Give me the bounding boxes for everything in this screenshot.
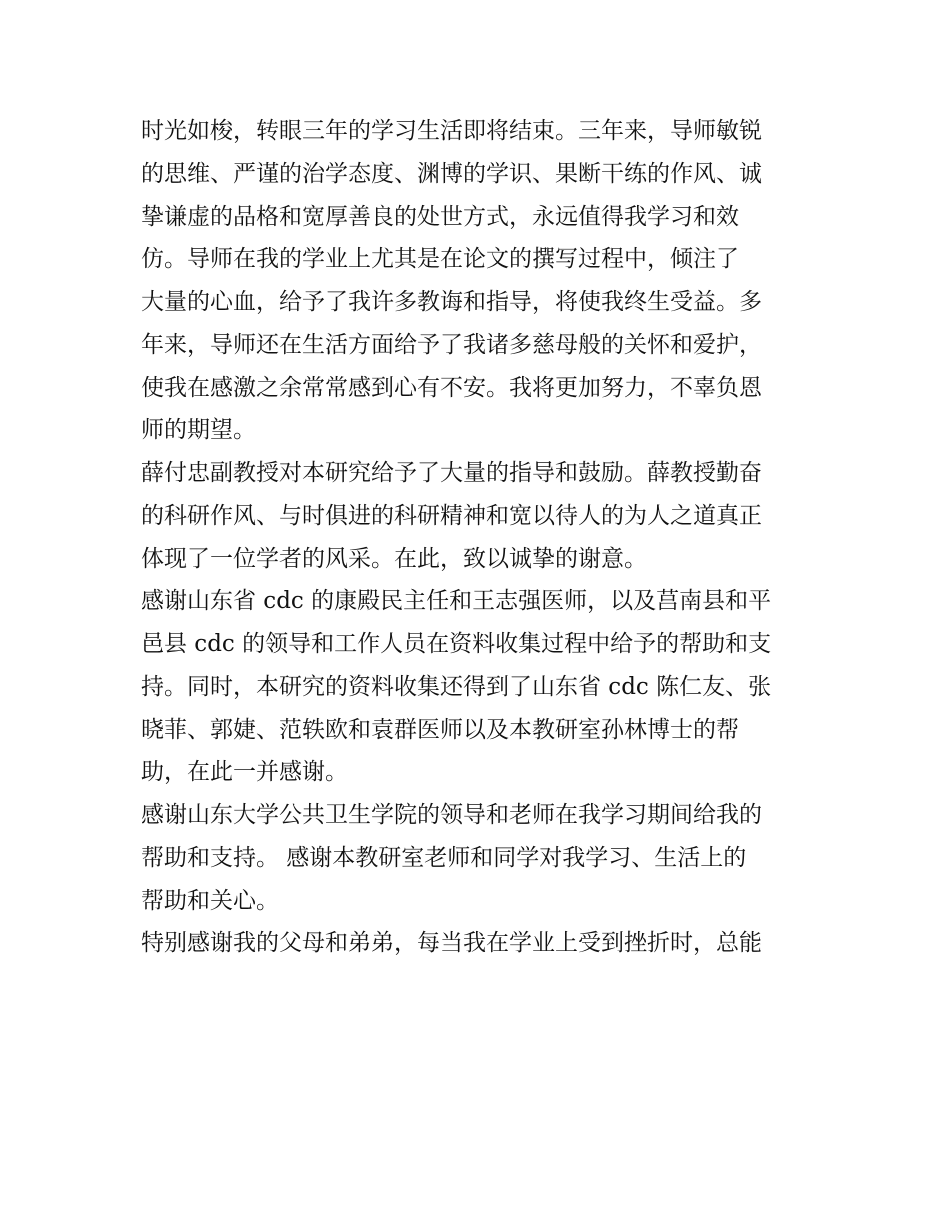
paragraph-family-thanks: [141, 922, 817, 965]
text-line: 帮助和关心。: [141, 887, 279, 914]
text-line: 薛付忠副教授对本研究给予了大量的指导和鼓励。薛教授勤奋: [141, 460, 762, 486]
text-line: 晓菲、郭婕、范轶欧和袁群医师以及本教研室孙林博士的帮: [141, 716, 739, 743]
text-line: 仿。导师在我的学业上尤其是在论文的撰写过程中，倾注了: [141, 246, 739, 273]
text-line: 时光如梭，转眼三年的学习生活即将结束。三年来，导师敏锐: [141, 118, 762, 144]
text-line: 师的期望。: [141, 417, 256, 444]
text-line: 特别感谢我的父母和弟弟，每当我在学业上受到挫折时，总能: [141, 930, 762, 957]
text-line: 感谢山东省 cdc 的康殿民主任和王志强医师，以及莒南县和平: [141, 588, 772, 615]
text-line: 持。同时，本研究的资料收集还得到了山东省 cdc 陈仁友、张: [141, 673, 772, 700]
text-line: 使我在感激之余常常感到心有不安。我将更加努力，不辜负恩: [141, 374, 762, 401]
paragraph-associate-professor: [141, 452, 817, 580]
text-line: 的科研作风、与时俱进的科研精神和宽以待人的为人之道真正: [141, 502, 762, 529]
text-line: 挚谦虚的品格和宽厚善良的处世方式，永远值得我学习和效: [141, 203, 739, 230]
text-line: 体现了一位学者的风采。在此，致以诚挚的谢意。: [141, 545, 647, 572]
text-line: 大量的心血，给予了我许多教诲和指导，将使我终生受益。多: [141, 289, 762, 315]
paragraph-advisor: [141, 110, 817, 452]
paragraph-cdc-thanks: [141, 580, 817, 794]
text-line: 的思维、严谨的治学态度、渊博的学识、果断干练的作风、诚: [141, 160, 762, 187]
acknowledgement-body: [141, 110, 817, 965]
text-line: 邑县 cdc 的领导和工作人员在资料收集过程中给予的帮助和支: [141, 631, 772, 657]
text-line: 助，在此一并感谢。: [141, 759, 348, 786]
text-line: 帮助和支持。 感谢本教研室老师和同学对我学习、生活上的: [141, 844, 747, 871]
text-line: 感谢山东大学公共卫生学院的领导和老师在我学习期间给我的: [141, 802, 762, 828]
paragraph-school-thanks: [141, 794, 817, 922]
text-line: 年来，导师还在生活方面给予了我诸多慈母般的关怀和爱护，: [141, 331, 762, 358]
